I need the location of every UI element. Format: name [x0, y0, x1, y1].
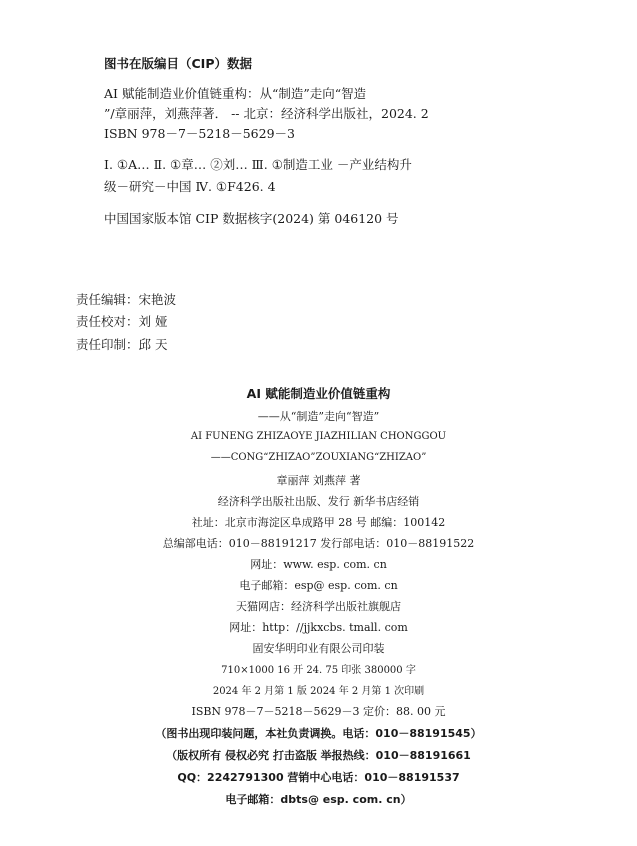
colophon-email: 电子邮箱：esp@ esp. com. cn	[239, 579, 398, 592]
colophon-title-pinyin: AI FUNENG ZHIZAOYE JIAZHILIAN CHONGGOU	[190, 431, 447, 442]
colophon-notice-copyright: （版权所有 侵权必究 打击盗版 举报热线：010－88191661	[166, 749, 471, 762]
colophon-publisher: 经济科学出版社出版、发行 新华书店经销	[217, 495, 420, 508]
colophon-subtitle: ——从“制造”走向“智造”	[257, 410, 380, 423]
staff-editor: 责任编辑：宋艳波	[76, 292, 177, 307]
cip-line-subject-cont: 级－研究－中国 Ⅳ. ①F426. 4	[104, 179, 276, 194]
colophon-tmall-store: 天猫网店：经济科学出版社旗舰店	[236, 600, 401, 613]
colophon-address: 社址：北京市海淀区阜成路甲 28 号 邮编：100142	[191, 516, 446, 529]
colophon-notice-email: 电子邮箱：dbts@ esp. com. cn）	[225, 793, 412, 806]
colophon-subtitle-pinyin: ——CONG“ZHIZAO”ZOUXIANG“ZHIZAO”	[210, 452, 427, 463]
colophon-website: 网址：www. esp. com. cn	[250, 558, 387, 571]
colophon-notice-exchange: （图书出现印装问题，本社负责调换。电话：010－88191545）	[155, 727, 482, 740]
staff-proofreader: 责任校对：刘 娅	[76, 314, 168, 329]
colophon-notice-qq: QQ：2242791300 营销中心电话：010－88191537	[177, 771, 460, 784]
cip-line-subject: Ⅰ. ①A… Ⅱ. ①章… ②刘… Ⅲ. ①制造工业 －产业结构升	[104, 157, 412, 172]
colophon-tmall-url: 网址：http：//jjkxcbs. tmall. com	[229, 621, 408, 634]
colophon-title: AI 赋能制造业价值链重构	[246, 386, 391, 401]
colophon-isbn-price: ISBN 978－7－5218－5629－3 定价：88. 00 元	[191, 705, 446, 718]
colophon-authors: 章丽萍 刘燕萍 著	[276, 474, 361, 487]
cip-heading: 图书在版编目（CIP）数据	[104, 56, 252, 71]
cip-line-record-number: 中国国家版本馆 CIP 数据核字(2024) 第 046120 号	[104, 211, 399, 226]
colophon-edition: 2024 年 2 月第 1 版 2024 年 2 月第 1 次印刷	[212, 686, 425, 697]
colophon-printer-company: 固安华明印业有限公司印装	[252, 642, 385, 655]
colophon-phones: 总编部电话：010－88191217 发行部电话：010－88191522	[162, 537, 475, 550]
cip-line-isbn: ISBN 978－7－5218－5629－3	[104, 126, 295, 141]
cip-line-title: AI 赋能制造业价值链重构：从“制造”走向“智造	[104, 86, 367, 101]
colophon-format: 710×1000 16 开 24. 75 印张 380000 字	[221, 665, 416, 676]
cip-line-author-publisher: ”/章丽萍，刘燕萍著． -- 北京：经济科学出版社，2024. 2	[104, 106, 429, 121]
staff-printer: 责任印制：邱 天	[76, 337, 168, 352]
